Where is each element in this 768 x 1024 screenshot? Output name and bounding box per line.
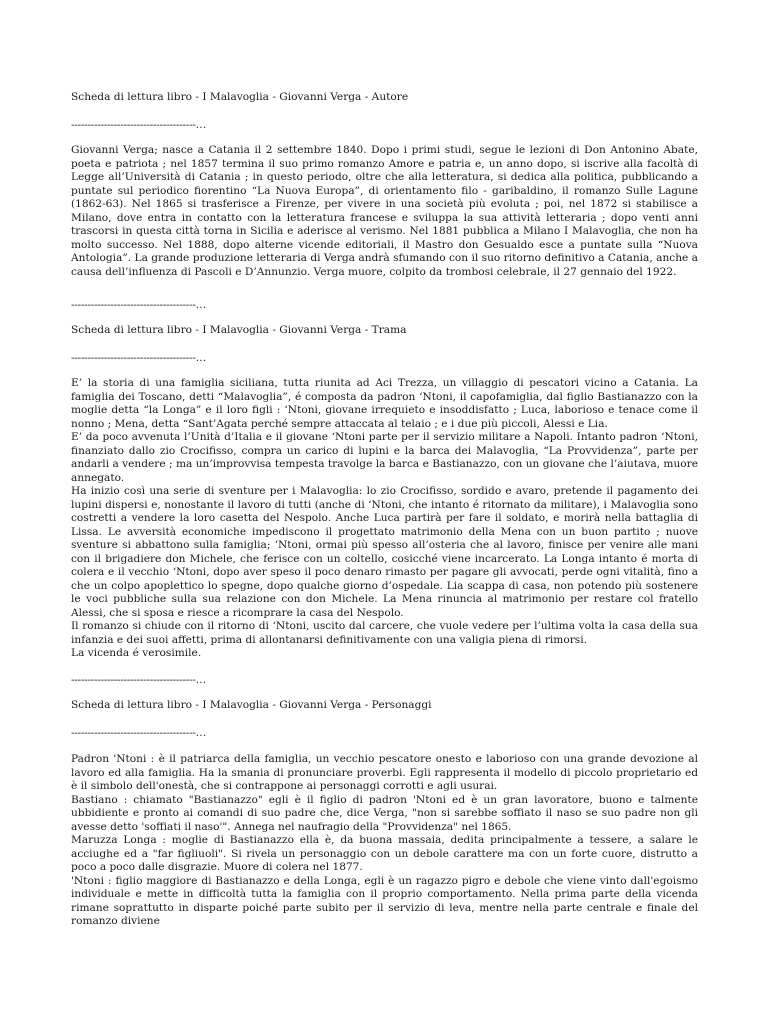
paragraph: Il romanzo si chiude con il ritorno di ‘Ntoni, uscito dal carcere, che vuole vedere per l’ultima volta la casa della sua infanzia e dei suoi affetti, prima di allontanarsi definitivamente con una valigia piena di rimorsi. <box>71 620 698 646</box>
paragraph: E’ da poco avvenuta l’Unità d’Italia e il giovane ‘Ntoni parte per il servizio militare a Napoli. Intanto padron ‘Ntoni, finanziato dallo zio Crocifisso, compra un carico di lupini e la barca dei Malavoglia, “La Provvidenza”, parte per andarli a vendere ; ma un’improvvisa tempesta travolge la barca e Bastianazzo, con un giovane che l’aiutava, muore annegato. <box>71 431 698 484</box>
section-body-trama <box>71 377 698 661</box>
paragraph: Ha inizio così una serie di sventure per i Malavoglia: lo zio Crocifisso, sordido e avaro, pretende il pagamento dei lupini dispersi e, nonostante il lavoro di tutti (anche di ‘Ntoni, che intanto é ritornato da militare), i Malavoglia sono costretti a vendere la loro casetta del Nespolo. Anche Luca partirà per fare il soldato, e morirà nella battaglia di Lissa. Le avversità economiche impediscono il progettato matrimonio della Mena con un buon partito ; nuove sventure si abbattono sulla famiglia; ‘Ntoni, ormai più spesso all’osteria che al lavoro, finisce per venire alle mani con il brigadiere don Michele, che ferisce con un coltello, cosicché viene incarcerato. La Longa intanto é morta di colera e il vecchio ‘Ntoni, dopo aver speso il poco denaro rimasto per pagare gli avvocati, perde ogni vitalità, fino a che un colpo apoplettico lo spegne, dopo qualche giorno d’ospedale. Lia scappa di casa, non potendo più sostenere le voci pubbliche sulla sua relazione con don Michele. La Mena rinuncia al matrimonio per restare col fratello Alessi, che si sposa e riesce a ricomprare la casa del Nespolo. <box>71 485 698 619</box>
section-body-personaggi <box>71 753 698 929</box>
section-title-trama: Scheda di lettura libro - I Malavoglia - Giovanni Verga - Trama <box>71 324 407 336</box>
paragraph: E’ la storia di una famiglia siciliana, tutta riunita ad Aci Trezza, un villaggio di pescatori vicino a Catania. La famiglia dei Toscano, detti “Malavoglia”, é composta da padron ‘Ntoni, il capofamiglia, dal figlio Bastianazzo con la moglie detta “la Longa” e il loro figli : ‘Ntoni, giovane irrequieto e insoddisfatto ; Luca, laborioso e tenace come il nonno ; Mena, detta “Sant’Agata perché sempre attaccata al telaio ; e i due più piccoli, Alessi e Lia. <box>71 377 698 430</box>
paragraph: Bastiano : chiamato "Bastianazzo" egli è il figlio di padron 'Ntoni ed è un gran lavoratore, buono e talmente ubbidiente e pronto ai comandi di suo padre che, dice Verga, "non si sarebbe soffiato il naso se suo padre non gli avesse detto 'soffiati il naso'". Annega nel naufragio della "Provvidenza" nel 1865. <box>71 793 698 833</box>
paragraph: Giovanni Verga; nasce a Catania il 2 settembre 1840. Dopo i primi studi, segue le lezioni di Don Antonino Abate, poeta e patriota ; nel 1857 termina il suo primo romanzo Amore e patria e, un anno dopo, si iscrive alla facoltà di Legge all’Università di Catania ; in questo periodo, oltre che alla letteratura, si dedica alla politica, pubblicando a puntate sul periodico fiorentino “La Nuova Europa”, di orientamento filo - garibaldino, il romanzo Sulle Lagune (1862-63). Nel 1865 si trasferisce a Firenze, per vivere in una società più evoluta ; poi, nel 1872 si stabilisce a Milano, dove entra in contatto con la letteratura francese e sviluppa la sua attività letteraria ; dopo venti anni trascorsi in questa città torna in Sicilia e aderisce al verismo. Nel 1881 pubblica a Milano I Malavoglia, che non ha molto successo. Nel 1888, dopo alterne vicende editoriali, il Mastro don Gesualdo esce a puntate sulla “Nuova Antologia”. La grande produzione letteraria di Verga andrà sfumando con il suo ritorno definitivo a Catania, anche a causa dell’influenza di Pascoli e D’Annunzio. Verga muore, colpito da trombosi celebrale, il 27 gennaio del 1922. <box>71 144 698 278</box>
separator: --------------------------------------… <box>71 119 206 131</box>
paragraph: Padron 'Ntoni : è il patriarca della famiglia, un vecchio pescatore onesto e laborioso con una grande devozione al lavoro ed alla famiglia. Ha la smania di pronunciare proverbi. Egli rappresenta il modello di piccolo proprietario ed è il simbolo dell'onestà, che si contrappone ai personaggi corrotti e agli usurai. <box>71 753 698 792</box>
separator: --------------------------------------… <box>71 727 206 739</box>
section-body-autore <box>71 144 698 279</box>
section-title-autore: Scheda di lettura libro - I Malavoglia - Giovanni Verga - Autore <box>71 91 409 103</box>
paragraph: 'Ntoni : figlio maggiore di Bastianazzo e della Longa, egli è un ragazzo pigro e debole che viene vinto dall'egoismo individuale e mette in difficoltà tutta la famiglia con il proprio comportamento. Nella prima parte della vicenda rimane soprattutto in disparte poiché parte subito per il servizio di leva, mentre nella parte centrale e finale del romanzo diviene <box>71 874 698 927</box>
paragraph: Maruzza Longa : moglie di Bastianazzo ella è, da buona massaia, dedita principalmente a tessere, a salare le acciughe ed a "far figliuoli". Si rivela un personaggio con un debole carattere ma con un forte cuore, distrutto a poco a poco dalle disgrazie. Muore di colera nel 1877. <box>71 834 698 873</box>
separator: --------------------------------------… <box>71 352 206 364</box>
separator: --------------------------------------… <box>71 299 206 311</box>
separator: --------------------------------------… <box>71 674 206 686</box>
section-title-personaggi: Scheda di lettura libro - I Malavoglia - Giovanni Verga - Personaggi <box>71 699 432 711</box>
paragraph: La vicenda é verosimile. <box>71 647 202 659</box>
